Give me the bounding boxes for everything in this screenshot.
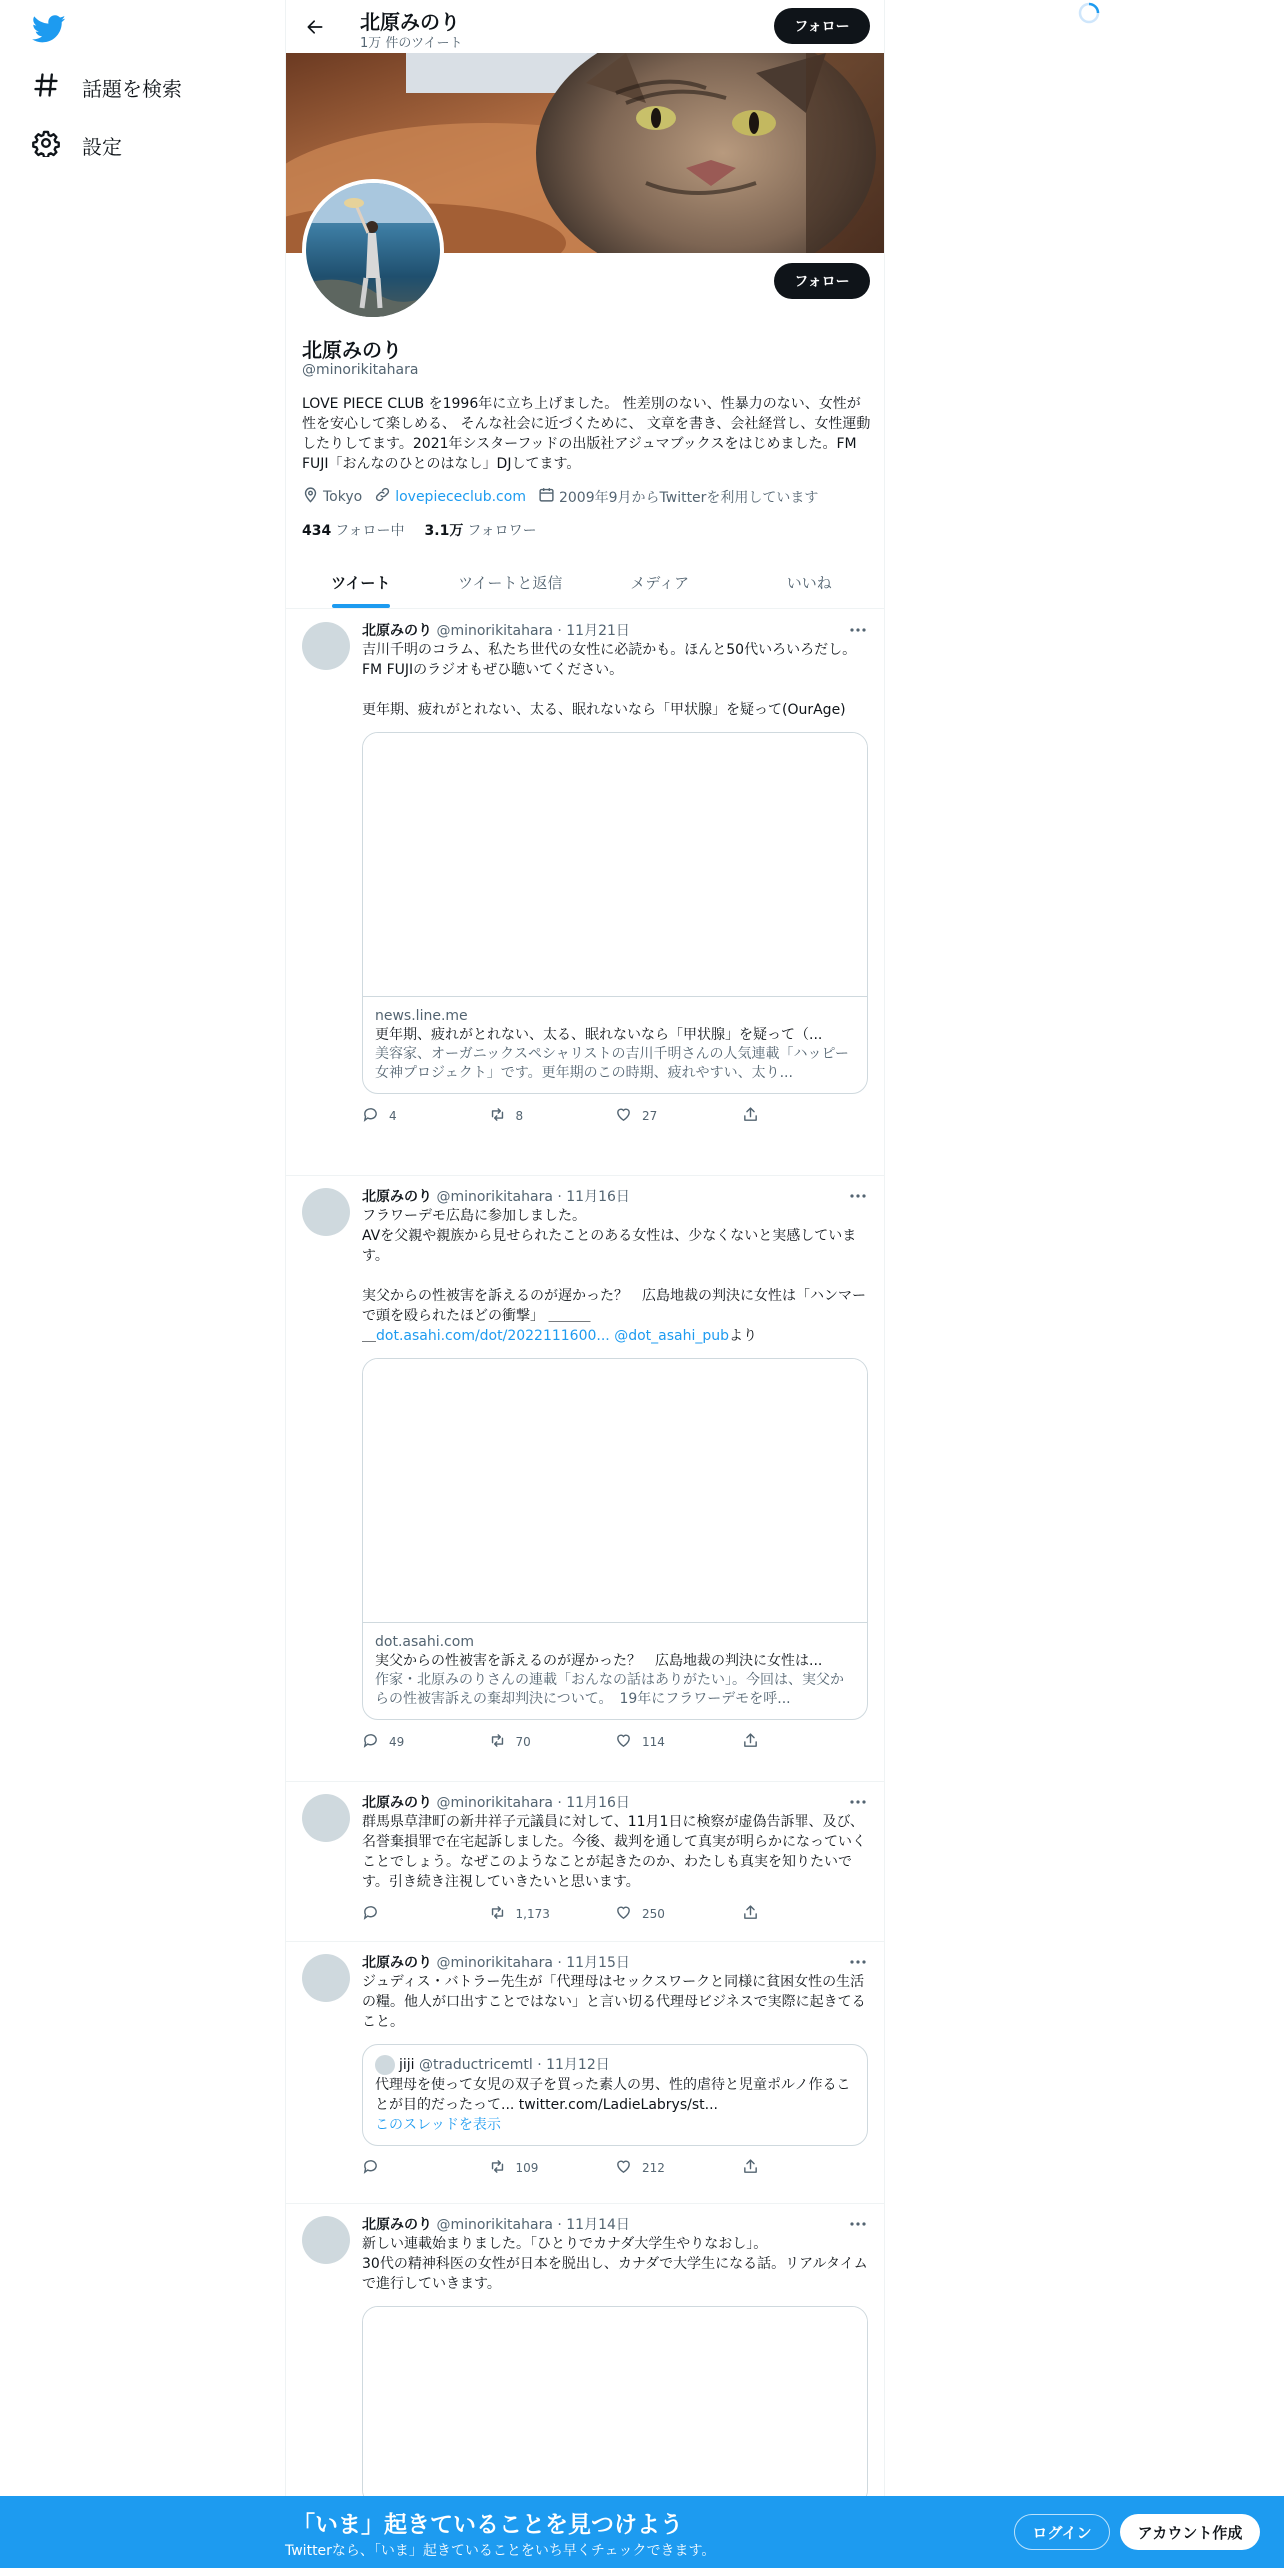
reply-button[interactable] <box>362 1904 489 1924</box>
tweet-text: 新しい連載始まりました。「ひとりでカナダ大学生やりなおし」。 30代の精神科医の女性が日本を脱出し、カナダで大学生になる話。リアルタイムで進行していきます。 <box>362 2236 868 2292</box>
hashtag-icon <box>32 71 60 103</box>
quoted-tweet-text: 代理母を使って女児の双子を買った素人の男、性的虐待と児童ポルノ作ることが目的だったって... twitter.com/LadieLabrys/st... <box>375 2077 851 2113</box>
card-domain: news.line.me <box>375 1008 468 1024</box>
reply-count: 4 <box>389 1109 397 1123</box>
link-icon <box>374 486 395 507</box>
tweet-text-part: より <box>729 1328 758 1344</box>
heart-icon <box>615 1904 642 1924</box>
joined-text: 2009年9月からTwitterを利用しています <box>558 489 819 506</box>
quoted-author-handle: @traductricemtl <box>419 2057 533 2073</box>
header-name: 北原みのり <box>360 10 460 34</box>
tweet-text: 吉川千明のコラム、私たち世代の女性に必読かも。ほんと50代いろいろだし。FM FUJIのラジオもぜひ聴いてください。 更年期、疲れがとれない、太る、眠れないなら「甲状腺」を疑って(OurAge) <box>362 642 857 718</box>
main-column <box>285 0 885 2500</box>
tweet-actions <box>362 1106 868 1126</box>
reply-icon <box>362 1106 389 1126</box>
twitter-logo-icon[interactable] <box>32 12 66 46</box>
profile-stats <box>302 520 557 540</box>
like-button[interactable] <box>615 1106 742 1126</box>
quoted-tweet-date: · 11月12日 <box>537 2057 610 2073</box>
reply-icon <box>362 1904 389 1924</box>
retweet-count: 8 <box>515 1109 524 1123</box>
card-image <box>363 733 867 997</box>
card-image <box>363 1359 867 1623</box>
tweet-author-handle: @minorikitahara <box>436 1795 553 1811</box>
card-title: 更年期、疲れがとれない、太る、眠れないなら「甲状腺」を疑って（... <box>375 1027 823 1043</box>
card-image <box>363 2307 867 2506</box>
avatar[interactable] <box>302 622 350 670</box>
share-button[interactable] <box>742 1904 869 1924</box>
follow-button-header[interactable]: フォロー <box>774 8 870 44</box>
loading-spinner-icon <box>1078 2 1100 24</box>
like-count: 250 <box>642 1907 665 1921</box>
retweet-icon <box>489 1106 516 1126</box>
tweet-author-name[interactable]: 北原みのり <box>362 1189 432 1205</box>
share-icon <box>742 2158 769 2178</box>
heart-icon <box>615 1106 642 1126</box>
tweet-url-link[interactable]: dot.asahi.com/dot/2022111600... <box>376 1328 610 1344</box>
tweet-author-handle: @minorikitahara <box>436 1189 553 1205</box>
location-text: Tokyo <box>323 488 363 505</box>
tweet-text: 群馬県草津町の新井祥子元議員に対して、11月1日に検察が虚偽告訴罪、及び、名誉棄損罪で在宅起訴しました。今後、裁判を通して真実が明らかになっていくことでしょう。なぜこのようなことが起きたのか、わたしも真実を知りたいです。引き続き注視していきたいと思います。 <box>362 1814 866 1890</box>
retweet-count: 109 <box>515 2161 539 2175</box>
tab-media[interactable]: メディア <box>630 573 690 592</box>
retweet-button[interactable] <box>489 2158 616 2178</box>
header-tweet-count: 1万 件のツイート <box>360 36 463 51</box>
like-count: 27 <box>642 1109 658 1123</box>
share-button[interactable] <box>742 2158 869 2178</box>
tweet-header <box>362 1792 868 1812</box>
like-button[interactable] <box>615 2158 742 2178</box>
profile-avatar[interactable] <box>302 179 444 321</box>
banner-title: 「いま」起きていることを見つけよう <box>292 2512 683 2538</box>
back-arrow-icon[interactable] <box>300 12 330 42</box>
share-icon <box>742 1732 769 1752</box>
quoted-author-name: jiji <box>399 2057 415 2073</box>
retweet-count: 1,173 <box>515 1907 550 1921</box>
reply-icon <box>362 2158 389 2178</box>
tweet-author-name[interactable]: 北原みのり <box>362 2217 432 2233</box>
retweet-icon <box>489 1732 516 1752</box>
retweet-icon <box>489 1904 516 1924</box>
tweet-date[interactable]: · 11月16日 <box>557 1189 630 1205</box>
tweet-author-handle: @minorikitahara <box>436 623 553 639</box>
like-button[interactable] <box>615 1732 742 1752</box>
follow-button[interactable]: フォロー <box>774 263 870 299</box>
profile-location <box>302 486 362 507</box>
location-pin-icon <box>302 486 323 507</box>
profile-meta <box>302 486 830 507</box>
reply-button[interactable] <box>362 1106 489 1126</box>
show-thread-link[interactable]: このスレッドを表示 <box>375 2117 501 2133</box>
tweet-text-part: フラワーデモ広島に参加しました。 AVを父親や親族から見せられたことのある女性は、少なくないと実感しています。 実父からの性被害を訴えるのが遅かった？ 広島地裁の判決に女性は「ハンマーで頭を殴られたほどの衝撃」 ＿＿＿ ＿ <box>362 1208 866 1344</box>
following-count: 434 <box>302 523 332 539</box>
tweet-header <box>362 1186 868 1206</box>
reply-count: 49 <box>389 1735 405 1749</box>
share-button[interactable] <box>742 1732 869 1752</box>
website-link[interactable]: lovepiececlub.com <box>395 488 526 505</box>
more-options-icon[interactable] <box>848 620 868 640</box>
avatar[interactable] <box>302 1794 350 1842</box>
tweet-date[interactable]: · 11月14日 <box>557 2217 630 2233</box>
calendar-icon <box>538 486 559 507</box>
tab-tweets[interactable]: ツイート <box>286 556 436 608</box>
nav-settings[interactable] <box>32 125 122 165</box>
card-domain: dot.asahi.com <box>375 1634 474 1650</box>
more-options-icon[interactable] <box>848 1186 868 1206</box>
quoted-tweet[interactable] <box>362 2044 868 2146</box>
tweet-author-name[interactable]: 北原みのり <box>362 623 432 639</box>
profile-bio: LOVE PIECE CLUB を1996年に立ち上げました。 性差別のない、性暴力のない、女性が性を安心して楽しめる、 そんな社会に近づくために、 文章を書き、会社経営し、女性運動したりしてます。2021年シスターフッドの出版社アジュマブックスをはじめました。FM FUJI「おんなのひとのはなし」DJしてます。 <box>302 396 871 472</box>
following-stat[interactable] <box>302 520 405 540</box>
profile-joined <box>538 486 818 507</box>
banner-subtitle: Twitterなら、「いま」起きていることをいち早くチェックできます。 <box>285 2543 716 2559</box>
tweet-header <box>362 620 868 640</box>
card-description: 作家・北原みのりさんの連載「おんなの話はありがたい」。今回は、実父からの性被害訴えの棄却判決について。 19年にフラワーデモを呼... <box>375 1672 844 1707</box>
heart-icon <box>615 2158 642 2178</box>
card-description: 美容家、オーガニックスペシャリストの吉川千明さんの人気連載「ハッピー女神プロジェクト」です。更年期のこの時期、疲れやすい、太り... <box>375 1046 849 1081</box>
more-options-icon[interactable] <box>848 2214 868 2234</box>
tweet-actions <box>362 1732 868 1752</box>
link-card[interactable] <box>362 732 868 1094</box>
tweet-author-handle: @minorikitahara <box>436 1955 553 1971</box>
retweet-button[interactable] <box>489 1106 616 1126</box>
reply-button[interactable] <box>362 1732 489 1752</box>
avatar[interactable] <box>302 1188 350 1236</box>
more-options-icon[interactable] <box>848 1792 868 1812</box>
tweet-header <box>362 2214 868 2234</box>
avatar[interactable] <box>302 2216 350 2264</box>
retweet-icon <box>489 2158 516 2178</box>
retweet-button[interactable] <box>489 1904 616 1924</box>
nav-explore[interactable] <box>32 67 182 107</box>
tweet-actions <box>362 1904 868 1924</box>
retweet-button[interactable] <box>489 1732 616 1752</box>
like-count: 212 <box>642 2161 665 2175</box>
share-button[interactable] <box>742 1106 869 1126</box>
tweet-author-name[interactable]: 北原みのり <box>362 1795 432 1811</box>
profile-name: 北原みのり <box>302 338 402 362</box>
link-card[interactable] <box>362 2306 868 2506</box>
tweet-actions <box>362 2158 868 2178</box>
like-count: 114 <box>642 1735 665 1749</box>
signup-button[interactable]: アカウント作成 <box>1120 2514 1260 2550</box>
signup-banner <box>0 2496 1284 2568</box>
tweet[interactable] <box>286 610 884 1176</box>
card-title: 実父からの性被害を訴えるのが遅かった？ 広島地裁の判決に女性は... <box>375 1653 823 1669</box>
tweet-mention-link[interactable]: @dot_asahi_pub <box>614 1328 730 1344</box>
tab-tweets-and-replies[interactable]: ツイートと返信 <box>458 573 563 592</box>
profile-website <box>374 486 526 507</box>
tweet[interactable] <box>286 2204 884 2500</box>
like-button[interactable] <box>615 1904 742 1924</box>
avatar <box>375 2055 395 2075</box>
link-card[interactable] <box>362 1358 868 1720</box>
following-label: フォロー中 <box>335 523 405 539</box>
tab-likes[interactable]: いいね <box>786 573 832 592</box>
followers-count: 3.1万 <box>424 523 464 539</box>
tweet[interactable] <box>286 1782 884 1942</box>
more-options-icon[interactable] <box>848 1952 868 1972</box>
followers-stat[interactable] <box>425 520 537 540</box>
tweet-date[interactable]: · 11月21日 <box>557 623 630 639</box>
share-icon <box>742 1904 769 1924</box>
profile-tabs <box>286 556 884 609</box>
tweet-text <box>362 1206 868 1346</box>
tweet[interactable] <box>286 1942 884 2204</box>
tweet-date[interactable]: · 11月16日 <box>557 1795 630 1811</box>
tweet-header <box>362 1952 868 1972</box>
retweet-count: 70 <box>515 1735 531 1749</box>
heart-icon <box>615 1732 642 1752</box>
nav-explore-label: 話題を検索 <box>82 76 182 101</box>
login-button[interactable]: ログイン <box>1014 2514 1110 2550</box>
tweet-date[interactable]: · 11月15日 <box>557 1955 630 1971</box>
followers-label: フォロワー <box>467 523 537 539</box>
tweet-text: ジュディス・バトラー先生が「代理母はセックスワークと同様に貧困女性の生活の糧。他人が口出すことではない」と言い切る代理母ビジネスで実際に起きてること。 <box>362 1974 866 2030</box>
nav-settings-label: 設定 <box>82 134 122 159</box>
reply-icon <box>362 1732 389 1752</box>
quoted-tweet-header <box>375 2055 855 2075</box>
share-icon <box>742 1106 769 1126</box>
profile-handle: @minorikitahara <box>302 362 419 378</box>
left-nav <box>0 0 285 2500</box>
tweet-author-handle: @minorikitahara <box>436 2217 553 2233</box>
avatar[interactable] <box>302 1954 350 2002</box>
tweet[interactable] <box>286 1176 884 1782</box>
tweet-author-name[interactable]: 北原みのり <box>362 1955 432 1971</box>
gear-icon <box>32 129 60 161</box>
profile-header-bar <box>286 0 884 53</box>
reply-button[interactable] <box>362 2158 489 2178</box>
